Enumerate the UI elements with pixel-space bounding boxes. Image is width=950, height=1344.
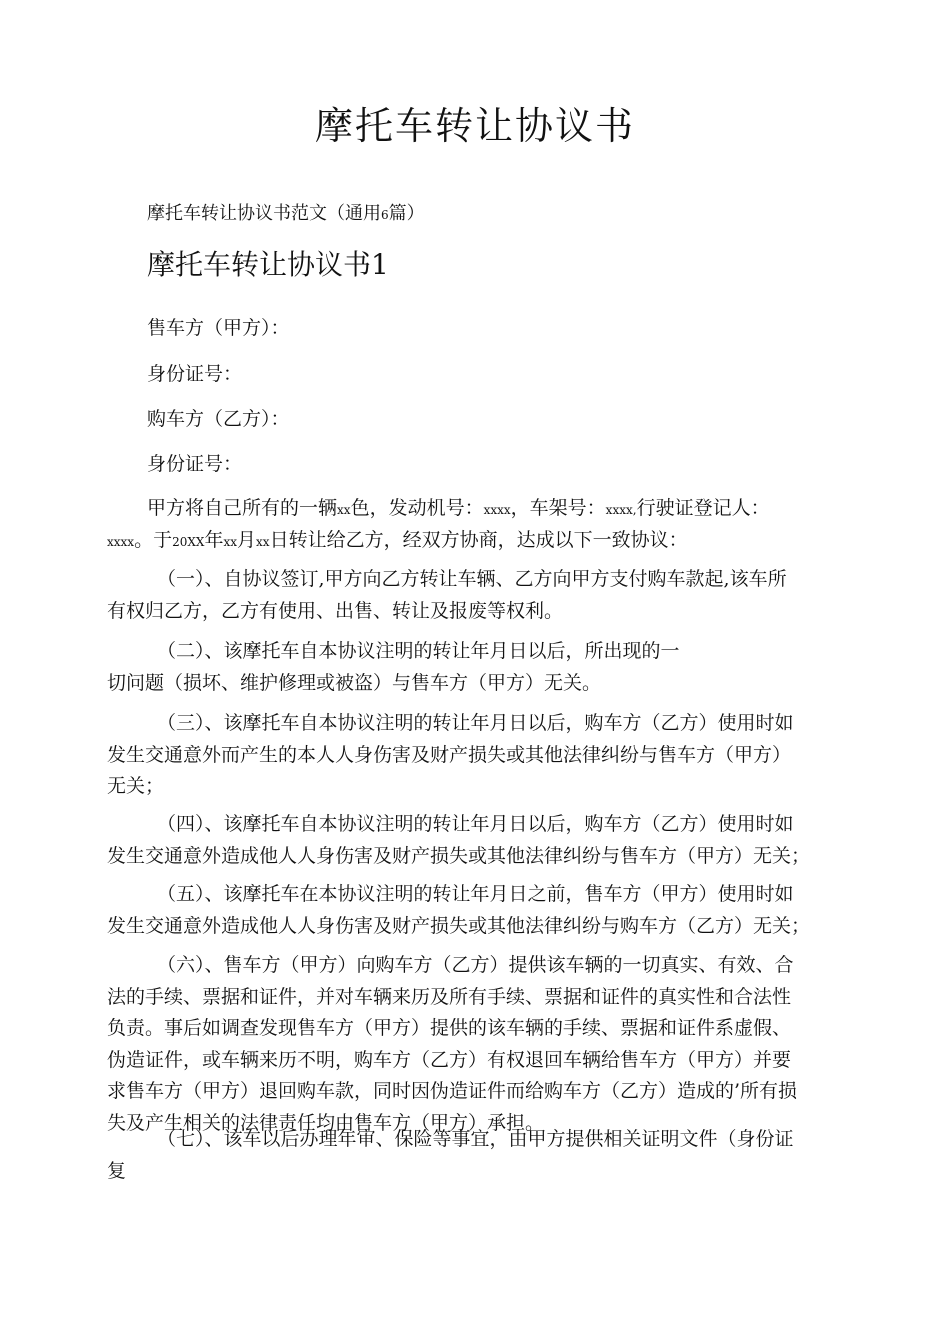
subtitle-count: 6 xyxy=(381,208,389,222)
clause-line: 有权归乙方，乙方有使用、出售、转让及报废等权利。 xyxy=(107,599,564,622)
buyer-id-field: 身份证号： xyxy=(147,453,243,475)
document-title: 摩托车转让协议书 xyxy=(314,104,635,148)
clause-line: 法的手续、票据和证件，并对车辆来历及所有手续、票据和证件的真实性和合法性 xyxy=(107,985,792,1008)
buyer-field: 购车方（乙方）： xyxy=(147,408,290,430)
clause-line: 失及产生相关的法律责任均由售车方（甲方）承担。 xyxy=(107,1111,545,1134)
clause-line: 求售车方（甲方）退回购车款，同时因伪造证件而给购车方（乙方）造成的’所有损 xyxy=(107,1080,798,1102)
clause-7 xyxy=(107,1124,852,1187)
clause-3 xyxy=(107,708,852,803)
clause-line: （三）、该摩托车自本协议注明的转让年月日以后，购车方（乙方）使用时如 xyxy=(157,712,794,734)
seller-id-field: 身份证号： xyxy=(147,363,243,385)
intro-line-1: 甲方将自己所有的一辆xx色，发动机号：xxxx，车架号：xxxx,行驶证登记人： xyxy=(147,497,770,519)
clause-1 xyxy=(107,564,852,627)
clause-line: 发生交通意外而产生的本人人身伤害及财产损失或其他法律纠纷与售车方（甲方） xyxy=(107,743,792,766)
clause-line: 发生交通意外造成他人人身伤害及财产损失或其他法律纠纷与购车方（乙方）无关； xyxy=(107,914,811,937)
clause-line: 复 xyxy=(107,1159,127,1182)
clause-line: 伪造证件，或车辆来历不明，购车方（乙方）有权退回车辆给售车方（甲方）并要 xyxy=(107,1048,792,1071)
clause-line: （二）、该摩托车自本协议注明的转让年月日以后，所出现的一 xyxy=(157,640,680,662)
clause-line: 发生交通意外造成他人人身伤害及财产损失或其他法律纠纷与售车方（甲方）无关； xyxy=(107,844,811,867)
clause-line: 负责。事后如调查发现售车方（甲方）提供的该车辆的手续、票据和证件系虚假、 xyxy=(107,1017,792,1039)
clause-line: 无关； xyxy=(107,775,165,797)
clause-line: （六）、售车方（甲方）向购车方（乙方）提供该车辆的一切真实、有效、合 xyxy=(157,954,794,976)
clause-2 xyxy=(107,636,852,699)
intro-paragraph xyxy=(107,493,852,556)
clause-line: （七）、该车以后办理年审、保险等事宜，由甲方提供相关证明文件（身份证 xyxy=(157,1128,794,1150)
seller-field: 售车方（甲方）： xyxy=(147,317,290,339)
clause-line: （五）、该摩托车在本协议注明的转让年月日之前，售车方（甲方）使用时如 xyxy=(157,883,794,905)
clause-line: （一）、自协议签订,甲方向乙方转让车辆、乙方向甲方支付购车款起,该车所 xyxy=(157,568,787,590)
clause-6 xyxy=(107,950,852,1139)
subtitle-prefix: 摩托车转让协议书范文（通用 xyxy=(147,203,381,224)
section-heading-1: 摩托车转让协议书1 xyxy=(147,248,389,281)
clause-4 xyxy=(107,809,852,872)
intro-line-2: xxxx。于20XX年xx月xx日转让给乙方，经双方协商，达成以下一致协议： xyxy=(107,528,688,551)
document-subtitle xyxy=(147,200,425,229)
clause-line: 切问题（损坏、维护修理或被盗）与售车方（甲方）无关。 xyxy=(107,671,602,694)
clause-5 xyxy=(107,879,852,942)
clause-line: （四）、该摩托车自本协议注明的转让年月日以后，购车方（乙方）使用时如 xyxy=(157,813,794,835)
subtitle-suffix: 篇） xyxy=(388,203,425,224)
